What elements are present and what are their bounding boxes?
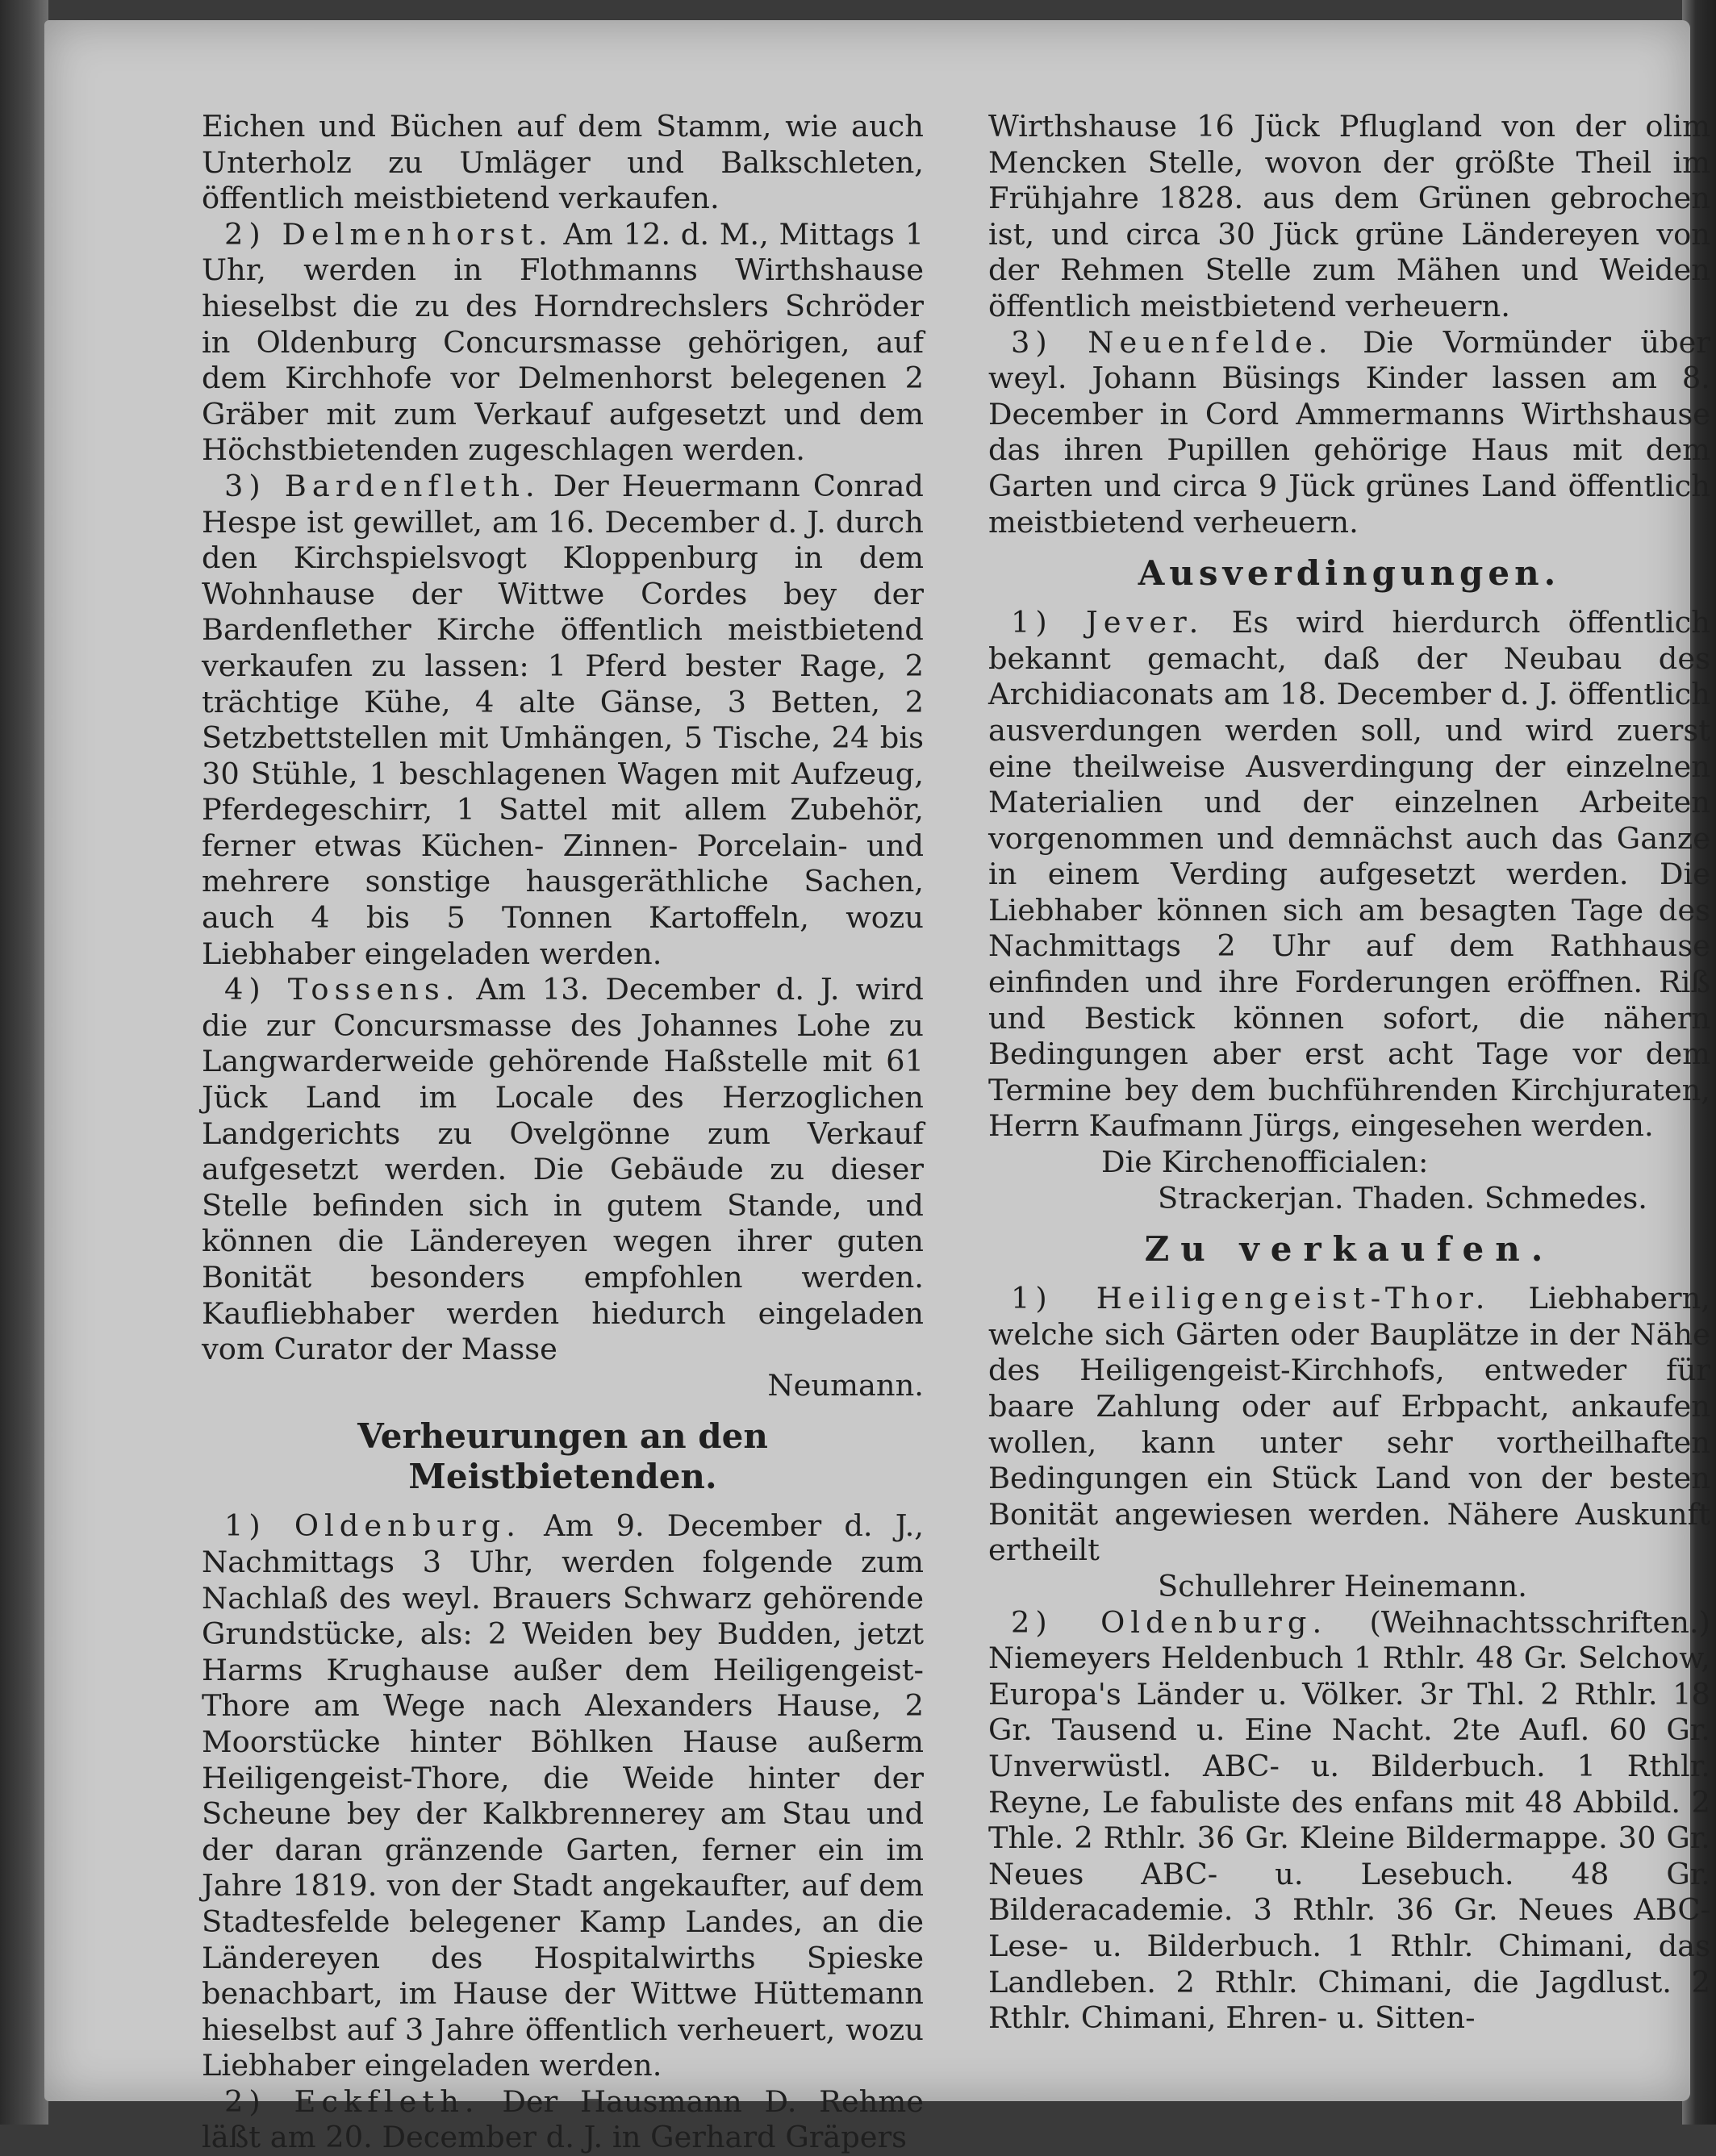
- signature-neumann: Neumann.: [767, 1367, 924, 1403]
- signature-kirchenofficialen: Die Kirchenofficialen:: [1101, 1145, 1429, 1180]
- article-text: Am 12. d. M., Mittags 1 Uhr, werden in Flothmanns Wirthshause hieselbst die zu des Horndrechslers Schröder in Oldenburg Concursmasse gehörigen, auf dem Kirchhofe vor Delmenhorst belegenen 2 Gräber mit zum Verkauf aufgesetzt und dem Höchstbietenden zugeschlagen werden.: [202, 216, 924, 468]
- place-name: 3) Neuenfelde.: [1011, 324, 1334, 360]
- signature-names: Strackerjan. Thaden. Schmedes.: [1158, 1180, 1647, 1216]
- place-name: 3) Bardenfleth.: [224, 468, 541, 503]
- article-eckfleth: [202, 2084, 924, 2156]
- article-oldenburg: [202, 1508, 924, 2084]
- place-name: 4) Tossens.: [224, 972, 461, 1007]
- article-bardenfleth: [202, 469, 924, 972]
- article-jever: [988, 605, 1710, 1145]
- article-text: Es wird hierdurch öffentlich bekannt gemacht, daß der Neubau des Archidiaconats am 18. December d. J. öffentlich ausverdungen werden soll, und wird zuerst eine theilweise Ausverdingung der einzelnen Materialien und der einzelnen Arbeiten vorgenommen und demnächst auch das Ganze in einem Verding aufgesetzt werden. Die Liebhaber können sich am besagten Tage des Nachmittags 2 Uhr auf dem Rathhause einfinden und ihre Forderungen eröffnen. Riß und Bestick können sofort, die nähern Bedingungen aber erst acht Tage vor dem Termine bey dem buchführenden Kirchjuraten, Herrn Kaufmann Jürgs, eingesehen werden.: [988, 605, 1710, 1144]
- article-text: Die Vormünder über weyl. Johann Büsings Kinder lassen am 8. December in Cord Ammermanns Wirthshause das ihren Pupillen gehörige Haus mit dem Garten und circa 9 Jück grünes Land öffentlich meistbietend verheuern.: [988, 324, 1710, 540]
- place-name: 1) Heiligengeist-Thor.: [1011, 1281, 1491, 1316]
- article-text: Am 13. December d. J. wird die zur Concursmasse des Johannes Lohe zu Langwarderweide gehörende Haßstelle mit 61 Jück Land im Locale des Herzoglichen Landgerichts zu Ovelgönne zum Verkauf aufgesetzt werden. Die Gebäude zu dieser Stelle befinden sich in gutem Stande, und können die Ländereyen wegen ihrer guten Bonität besonders empfohlen werden. Kaufliebhaber werden hiedurch eingeladen vom Curator der Masse: [202, 972, 924, 1367]
- place-name: 1) Jever.: [1011, 605, 1205, 640]
- section-heading-verheurungen: Verheurungen an den Meistbietenden.: [357, 1416, 768, 1497]
- article-text: (Weihnachtsschriften.) Niemeyers Heldenbuch 1 Rthlr. 48 Gr. Selchow, Europa's Länder u. Völker. 3r Thl. 2 Rthlr. 18 Gr. Tausend u. Eine Nacht. 2te Aufl. 60 Gr. Unverwüstl. ABC- u. Bilderbuch. 1 Rthlr. Reyne, Le fabuliste des enfans mit 48 Abbild. 2 Thle. 2 Rthlr. 36 Gr. Kleine Bildermappe. 30 Gr. Neues ABC- u. Lesebuch. 48 Gr. Bilderacademie. 3 Rthlr. 36 Gr. Neues ABC- Lese- u. Bilderbuch. 1 Rthlr. Chimani, das Landleben. 2 Rthlr. Chimani, die Jagdlust. 2 Rthlr. Chimani, Ehren- u. Sitten-: [988, 1604, 1711, 2036]
- article-tossens: [202, 972, 924, 1368]
- newspaper-page: [44, 20, 1711, 2155]
- place-name: 2) Eckfleth.: [224, 2083, 480, 2119]
- article-continuation: Eichen und Büchen auf dem Stamm, wie auch Unterholz zu Umläger und Balkschleten, öffentlich meistbietend verkaufen.: [202, 109, 924, 216]
- article-oldenburg-books: [988, 1605, 1710, 2037]
- article-continuation: Wirthshause 16 Jück Pflugland von der olim Mencken Stelle, wovon der größte Theil im Frühjahre 1828. aus dem Grünen gebrochen ist, und circa 30 Jück grüne Ländereyen von der Rehmen Stelle zum Mähen und Weiden öffentlich meistbietend verheuern.: [988, 109, 1710, 323]
- place-name: 2) Oldenburg.: [1011, 1604, 1328, 1640]
- place-name: 2) Delmenhorst.: [224, 216, 553, 252]
- article-heiligengeist-thor: [988, 1281, 1710, 1569]
- section-heading-ausverdingungen: Ausverdingungen.: [1138, 553, 1561, 594]
- article-text: Am 9. December d. J., Nachmittags 3 Uhr, werden folgende zum Nachlaß des weyl. Brauers Schwarz gehörende Grundstücke, als: 2 Weiden bey Budden, jetzt Harms Krughause außer dem Heiligengeist-Thore am Wege nach Alexanders Hause, 2 Moorstücke hinter Böhlken Hause außerm Heiligengeist-Thore, die Weide hinter der Scheune bey der Kalkbrennerey am Stau und der daran gränzende Garten, ferner ein im Jahre 1819. von der Stadt angekaufter, auf dem Stadtesfelde belegener Kamp Landes, an die Ländereyen des Hospitalwirths Spieske benachbart, im Hause der Wittwe Hüttemann hieselbst auf 3 Jahre öffentlich verheuert, wozu Liebhaber eingeladen werden.: [202, 1508, 924, 2083]
- article-neuenfelde: [988, 325, 1710, 541]
- right-column: [988, 109, 1710, 2037]
- signature-heinemann: Schullehrer Heinemann.: [1158, 1568, 1527, 1603]
- article-text: Der Heuermann Conrad Hespe ist gewillet, am 16. December d. J. durch den Kirchspielsvogt Kloppenburg in dem Wohnhause der Wittwe Cordes bey der Bardenflether Kirche öffentlich meistbietend verkaufen zu lassen: 1 Pferd bester Rage, 2 trächtige Kühe, 4 alte Gänse, 3 Betten, 2 Setzbettstellen mit Umhängen, 5 Tische, 24 bis 30 Stühle, 1 beschlagenen Wagen mit Aufzeug, Pferdegeschirr, 1 Sattel mit allem Zubehör, ferner etwas Küchen- Zinnen- Porcelain- und mehrere sonstige hausgeräthliche Sachen, auch 4 bis 5 Tonnen Kartoffeln, wozu Liebhaber eingeladen werden.: [202, 468, 924, 971]
- article-text: Der Hausmann D. Rehme läßt am 20. December d. J. in Gerhard Gräpers: [202, 2083, 924, 2155]
- section-heading-zu-verkaufen: Zu verkaufen.: [1144, 1229, 1555, 1270]
- article-text: Liebhabern, welche sich Gärten oder Bauplätze in der Nähe des Heiligengeist-Kirchhofs, entweder für baare Zahlung oder auf Erbpacht, ankaufen wollen, kann unter sehr vortheilhaften Bedingungen ein Stück Land von der besten Bonität angewiesen werden. Nähere Auskunft ertheilt: [988, 1281, 1710, 1568]
- place-name: 1) Oldenburg.: [224, 1508, 521, 1544]
- book-spine-shadow: [0, 0, 48, 2125]
- article-delmenhorst: [202, 217, 924, 469]
- left-column: [202, 109, 924, 2156]
